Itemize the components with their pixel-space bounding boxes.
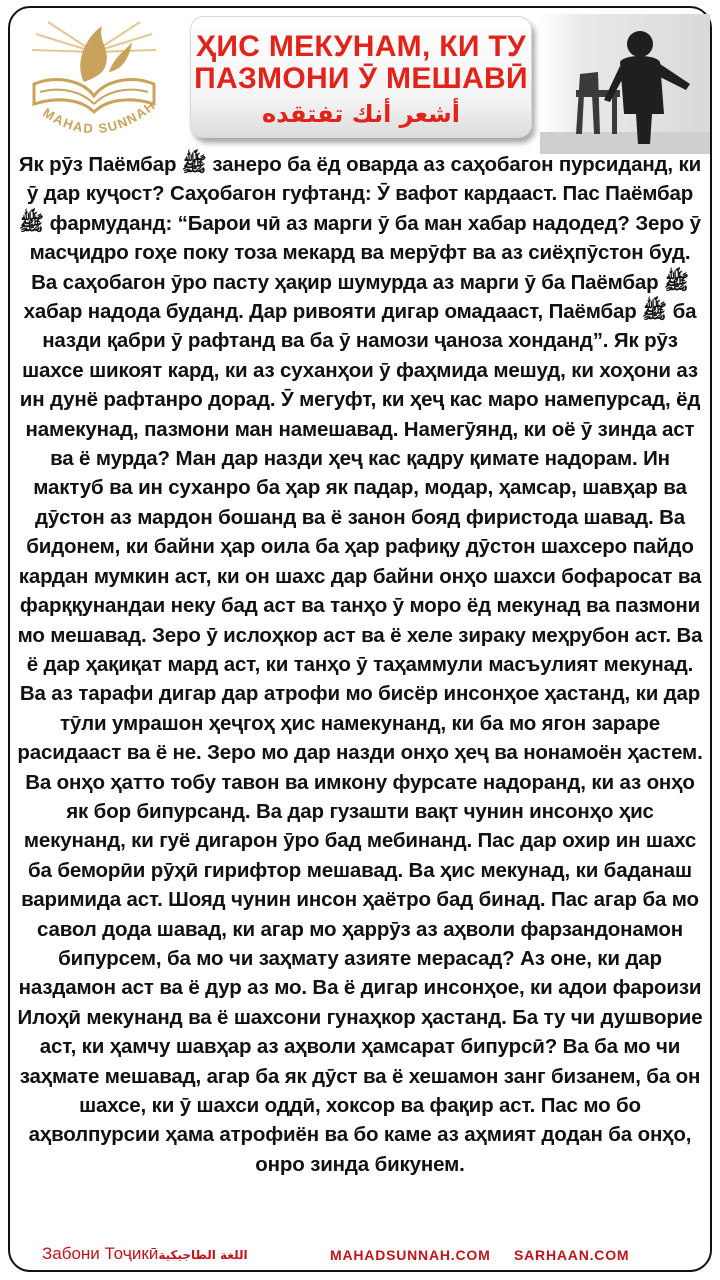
article-text: Як рӯз Паёмбар ﷺ занеро ба ёд оварда аз саҳобагон пурсиданд, ки ӯ дар куҷост? Саҳобагон гуфтанд: Ӯ вафот кардааст. Пас Паёмбар ﷺ фармуданд: “Барои чӣ аз марги ӯ ба ман хабар надодед? Зеро ӯ масҷидро гоҳе поку тоза мекард ва мерӯфт ва аз сиёҳпӯстон буд. Ва саҳобагон ӯро пасту ҳақир шумурда аз марги ӯ ба Паёмбар ﷺ хабар надода буданд. Дар ривояти дигар омадааст, Паёмбар ﷺ ба назди қабри ӯ рафтанд ва ба ӯ намози ҷаноза хонданд”. Як рӯз шахсе шикоят кард, ки аз суханҳои ӯ фаҳмида мешуд, ки хоҳони аз ин дунё рафтанро дорад. Ӯ мегуфт, ки ҳеҷ кас маро намепурсад, ёд намекунад, пазмони ман намешавад. Намегӯянд, ки оё ӯ зинда аст ва ё мурда? Ман дар назди ҳеҷ кас қадру қимате надорам. Ин мактуб ва ин суханро ба ҳар як падар, модар, ҳамсар, шавҳар ва дӯстон аз мардон бошанд ва ё занон бояд фиристода шавад. Ва бидонем, ки байни ҳар оила ба ҳар рафиқу дӯстон шахсеро пайдо кардан мумкин аст, ки он шахс дар байни онҳо шахси бофаросат ва фарққунандаи неку бад аст ва танҳо ӯ моро ёд мекунад ва пазмони мо мешавад. Зеро ӯ ислоҳкор аст ва ё хеле зираку меҳрубон аст. Ва ё дар ҳақиқат мард аст, ки танҳо ӯ таҳаммули масъулият мекунад. Ва аз тарафи дигар дар атрофи мо бисёр инсонҳое ҳастанд, ки дар тӯли умрашон ҳеҷгоҳ ҳис намекунанд, ки ба мо ягон зараре расидааст ва ё не. Зеро мо дар назди онҳо ҳеҷ ва нонамоён ҳастем. Ва онҳо ҳатто тобу тавон ва имкону фурсате надоранд, ки аз онҳо як бор бипурсанд. Ва дар гузашти вақт чунин инсонҳо ҳис мекунанд, ки гуё дигарон ӯро бад мебинанд. Пас дар охир ин шахс ба беморӣи рӯҳӣ гирифтор мешавад. Ва ҳис мекунад, ки баданаш варимида аст. Шояд чунин инсон ҳаётро бад бинад. Пас агар ба мо савол дода шавад, ки агар мо ҳаррӯз аз аҳволи фарзандонамон бипурсем, ба мо чи заҳмату азияте мерасад? Аз оне, ки дар наздамон аст ва ё дур аз мо. Ва ё дигар инсонҳое, ки адои фароизи Илоҳӣ мекунанд ва ё шахсони гунаҳкор ҳастанд. Ба ту чи душворие аст, ки ҳамчу шавҳар аз аҳволи ҳамсарат бипурсӣ? Ва ба мо чи заҳмате мешавад, агар ба як дӯст ва ё хешамон занг бизанем, ба он шахсе, ки ӯ шахси оддӣ, хоксор ва фақир аст. Пас мо бо аҳволпурсии ҳама атрофиён ва бо каме аз аҳмият додан ба онҳо, онро зинда бикунем. bbox=[17, 153, 703, 1176]
mahadsunnah-link[interactable]: MAHADSUNNAH.COM bbox=[330, 1247, 491, 1263]
mahad-sunnah-logo bbox=[14, 12, 174, 147]
person-on-chair-silhouette-icon bbox=[540, 14, 710, 154]
open-book-logo-icon bbox=[14, 12, 174, 147]
title-line-1: ҲИС МЕКУНАМ, КИ ТУ bbox=[196, 30, 526, 63]
title-banner bbox=[190, 16, 532, 138]
sarhaan-link[interactable]: SARHAAN.COM bbox=[514, 1247, 630, 1263]
language-label-tajik: Забони Тоҷикӣ bbox=[42, 1244, 159, 1263]
svg-text:MAHAD SUNNAH bbox=[40, 97, 158, 136]
language-label bbox=[42, 1244, 248, 1264]
logo-text: MAHAD SUNNAH bbox=[40, 97, 159, 137]
language-label-arabic: اللغة الطاجيكية bbox=[158, 1248, 248, 1262]
title-line-2: ПАЗМОНИ Ӯ МЕШАВӢ bbox=[194, 62, 528, 95]
title-arabic: أشعر أنك تفتقده bbox=[262, 100, 460, 128]
